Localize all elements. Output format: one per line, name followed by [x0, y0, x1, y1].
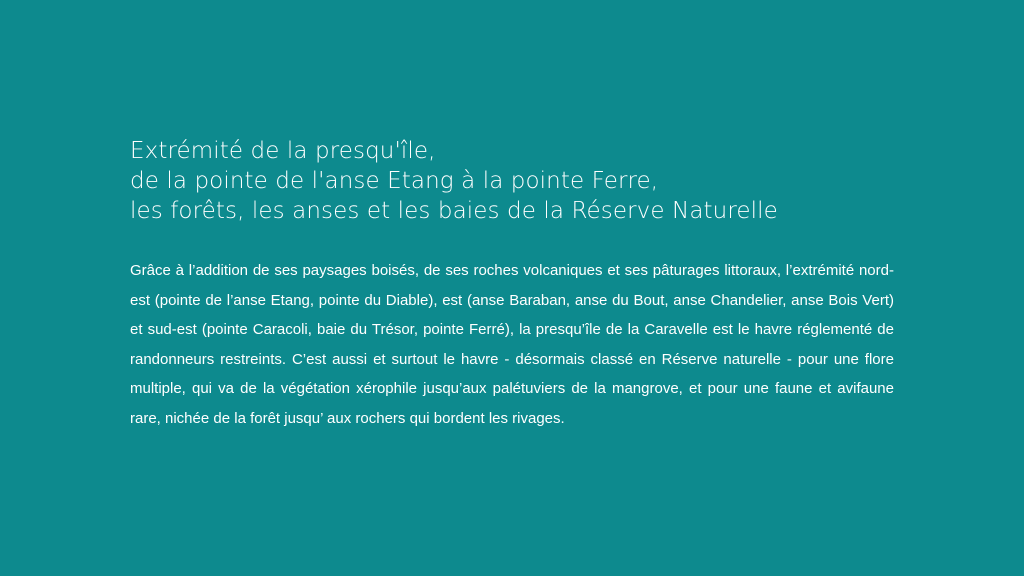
slide-title: [130, 136, 910, 226]
title-line-2: de la pointe de l'anse Etang à la pointe Ferre,: [130, 168, 659, 194]
title-line-3: les forêts, les anses et les baies de la Réserve Naturelle: [130, 198, 778, 224]
title-line-1: Extrémité de la presqu'île,: [130, 138, 436, 164]
body-paragraph: Grâce à l’addition de ses paysages boisés, de ses roches volcaniques et ses pâturages littoraux, l’extrémité nord-est (pointe de l’anse Etang, pointe du Diable), est (anse Baraban, anse du Bout, anse Chandelier, anse Bois Vert) et sud-est (pointe Caracoli, baie du Trésor, pointe Ferré), la presqu’île de la Caravelle est le havre réglementé de randonneurs restreints. C’est aussi et surtout le havre - désormais classé en Réserve naturelle - pour une flore multiple, qui va de la végétation xérophile jusqu’aux palétuviers de la mangrove, et pour une faune et avifaune rare, nichée de la forêt jusqu’ aux rochers qui bordent les rivages.: [130, 262, 894, 427]
